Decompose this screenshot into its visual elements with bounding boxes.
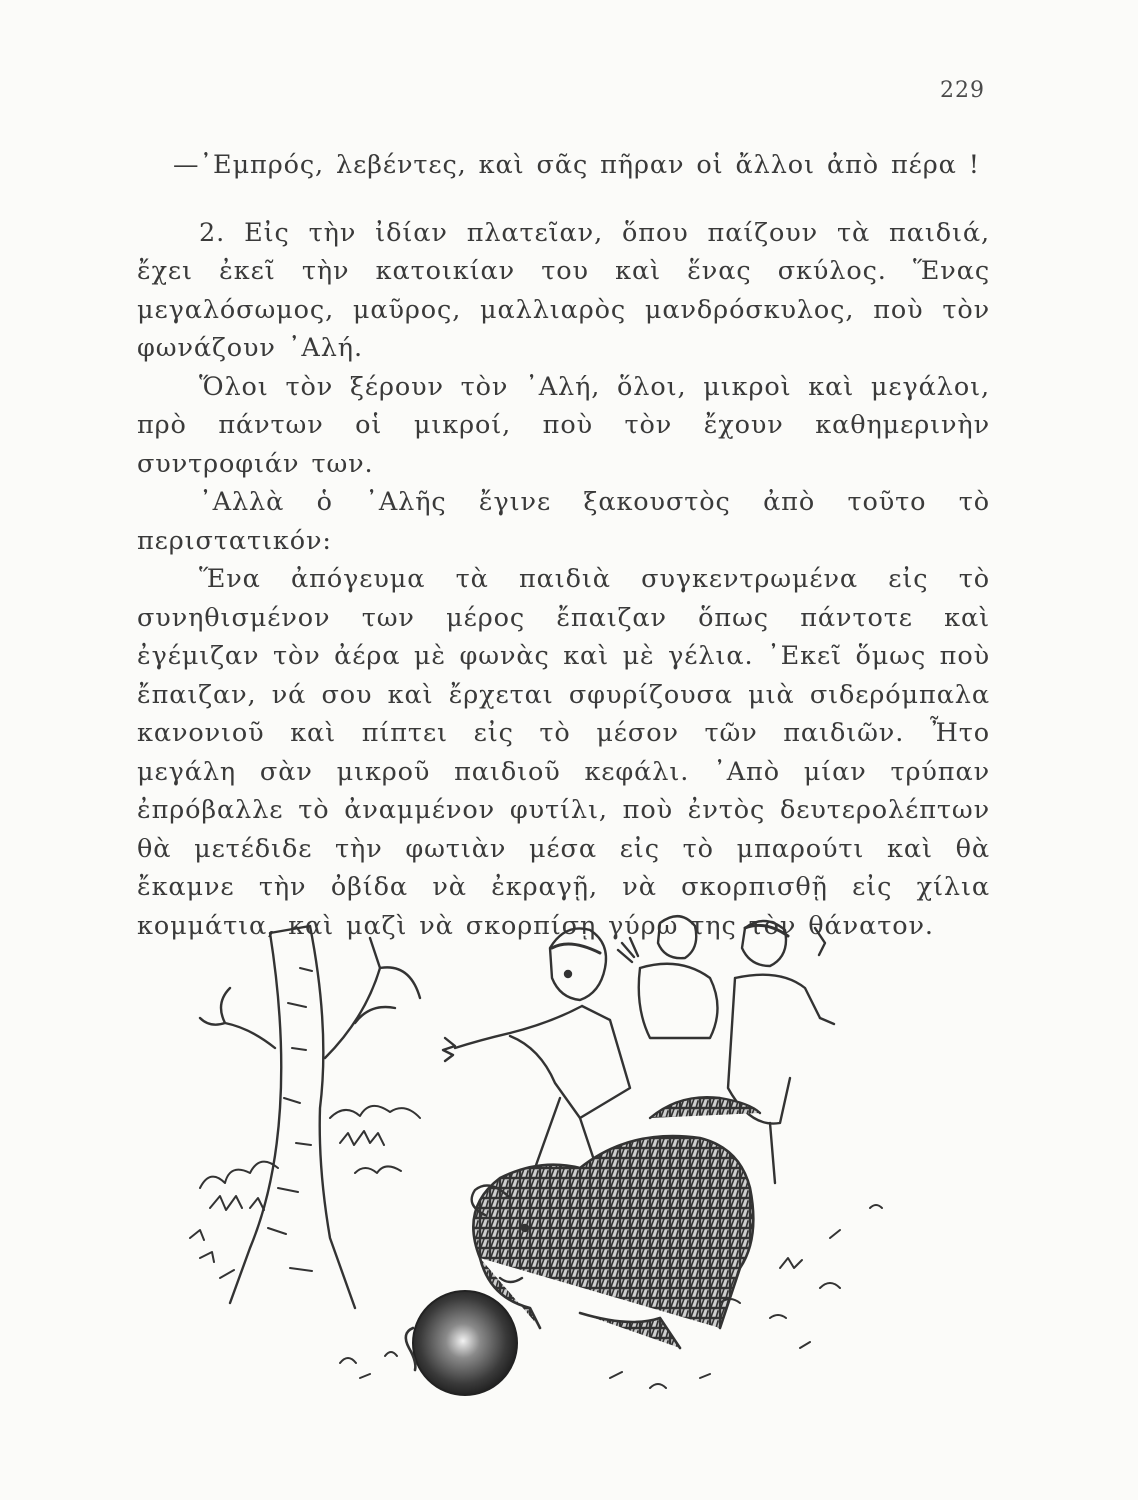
paragraph-section-2: 2. Εἰς τὴν ἰδίαν πλατεῖαν, ὅπου παίζουν τὰ παιδιά, ἔχει ἐκεῖ τὴν κατοικίαν του καὶ ἕνας σκύλος. Ἕνας μεγαλόσωμος, μαῦρος, μαλλιαρὸς μανδρόσκυλος, ποὺ τὸν φωνάζουν ᾽Αλή. [137,217,990,363]
bush-drawing [190,1106,420,1278]
paragraph-dialogue: —᾽Εμπρός, λεβέντες, καὶ σᾶς πῆραν οἱ ἄλλοι ἀπὸ πέρα ! [173,150,980,180]
dog-drawing [472,1097,760,1348]
page-number: 229 [940,78,985,103]
body-text [137,146,990,945]
paragraph-cannonball-story: Ἕνα ἀπόγευμα τὰ παιδιὰ συγκεντρωμένα εἰς τὸ συνηθισμένον των μέρος ἔπαιζαν ὅπως πάντοτε καὶ ἐγέμιζαν τὸν ἀέρα μὲ φωνὰς καὶ μὲ γέλια. ᾽Εκεῖ ὅμως ποὺ ἔπαιζαν, νά σου καὶ ἔρχεται σφυρίζουσα μιὰ σιδερόμπαλα κανονιοῦ καὶ πίπτει εἰς τὸ μέσον τῶν παιδιῶν. Ἦτο μεγάλη σὰν μικροῦ παιδιοῦ κεφάλι. ᾽Απὸ μίαν τρύπαν ἐπρόβαλλε τὸ ἀναμμένον φυτίλι, ποὺ ἐντὸς δευτερολέπτων θὰ μετέδιδε τὴν φωτιὰν μέσα εἰς τὸ μπαρούτι καὶ θὰ ἔκαμνε τὴν ὀβίδα νὰ ἐκραγῇ, νὰ σκορπισθῇ εἰς χίλια κομμάτια, καὶ μαζὶ νὰ σκορπίσῃ γύρω της τὸν θάνατον. [137,564,990,941]
cannonball-drawing [406,1291,517,1395]
boy-drawing [443,928,630,1178]
paragraph-everyone-knows-ali: Ὅλοι τὸν ξέρουν τὸν ᾽Αλή, ὅλοι, μικροὶ καὶ μεγάλοι, πρὸ πάντων οἱ μικροί, ποὺ τὸν ἔχουν καθημερινὴν συντροφιάν των. [137,371,990,479]
dog-cannonball-illustration [180,908,900,1428]
tree-drawing [200,926,420,1308]
paragraph-incident-intro: ᾽Αλλὰ ὁ ᾽Αλῆς ἔγινε ξακουστὸς ἀπὸ τοῦτο τὸ περιστατικόν: [137,487,990,556]
